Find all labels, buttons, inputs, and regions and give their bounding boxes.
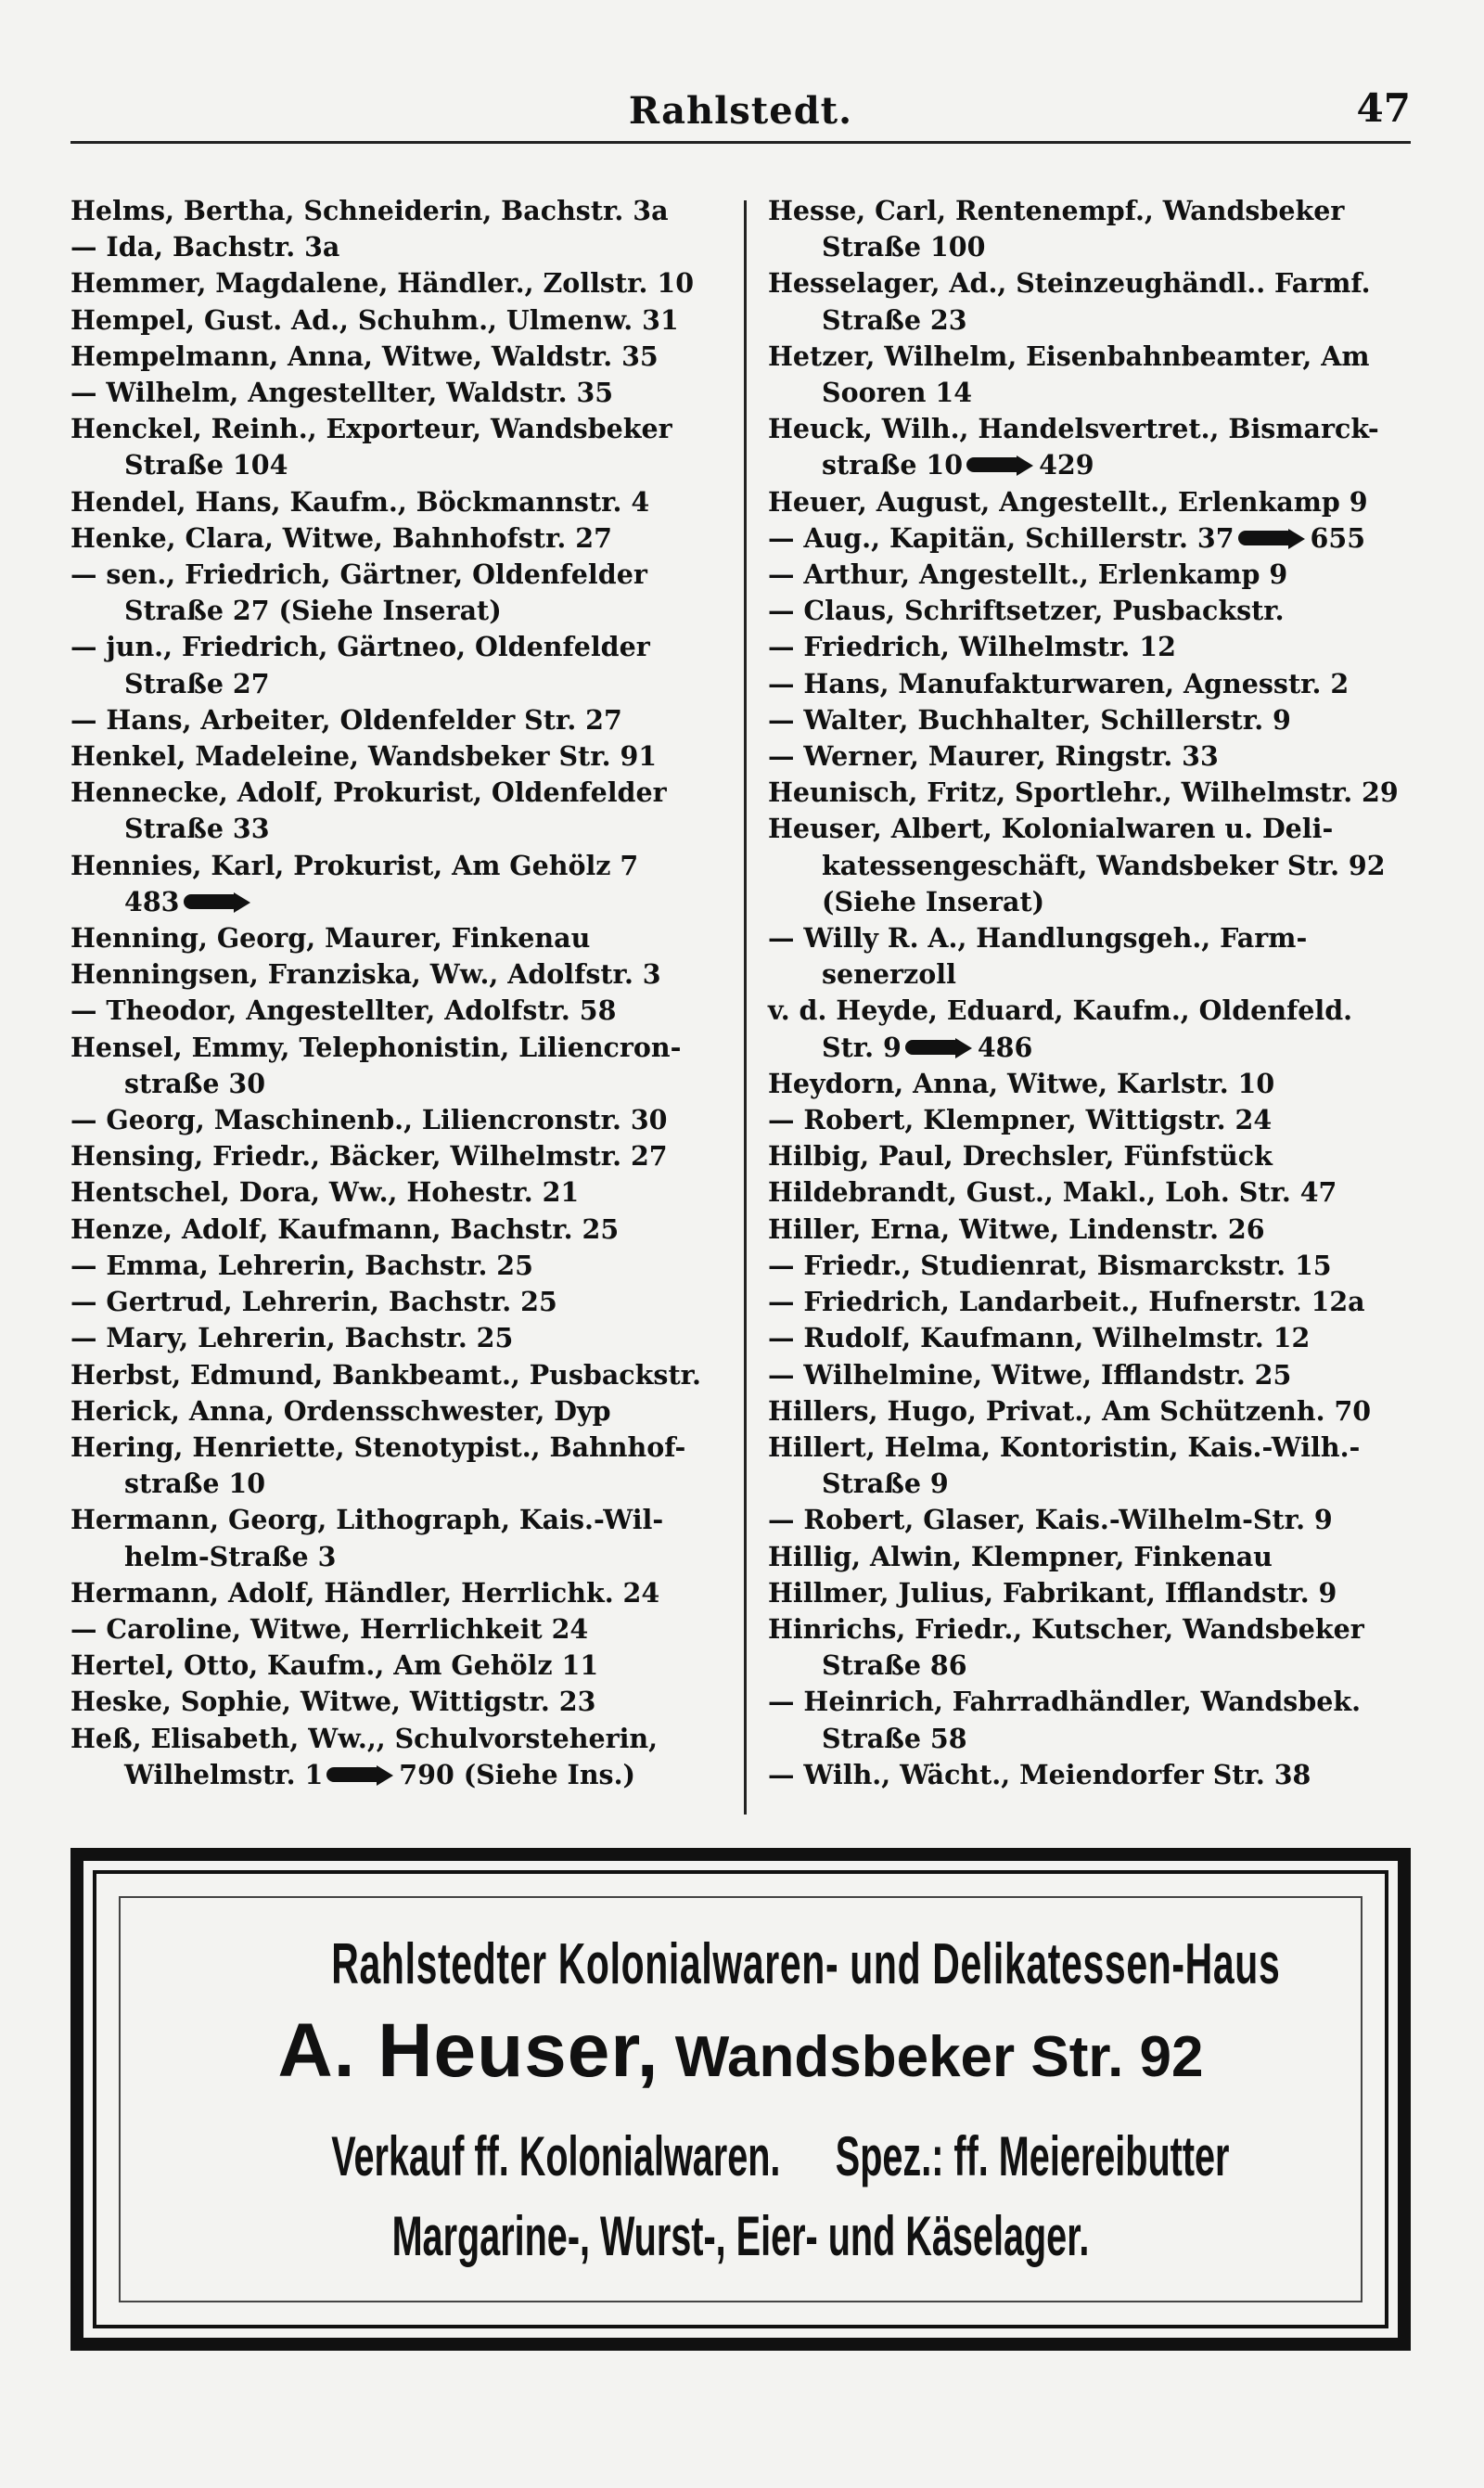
directory-entry [768, 593, 1417, 629]
left-column [70, 193, 720, 1793]
entry-text: — Hans, Manufakturwaren, Agnesstr. 2 [768, 667, 1350, 699]
directory-entry [70, 920, 720, 956]
directory-entry [768, 1102, 1417, 1138]
directory-entry [70, 993, 720, 1029]
entry-text: — Arthur, Angestellt., Erlenkamp 9 [768, 558, 1288, 591]
directory-entry [768, 775, 1417, 811]
telephone-icon [966, 455, 1033, 476]
directory-entry [70, 1284, 720, 1320]
entry-text: Hentschel, Dora, Ww., Hohestr. 21 [70, 1176, 580, 1209]
entry-text: v. d. Heyde, Eduard, Kaufm., Oldenfeld. [768, 994, 1353, 1027]
entry-text: Hillert, Helma, Kontoristin, Kais.-Wilh.- [768, 1430, 1361, 1463]
directory-entry [768, 993, 1417, 1065]
ad-company-name: A. Heuser, [277, 2008, 659, 2093]
entry-text: Helms, Bertha, Schneiderin, Bachstr. 3a [70, 195, 669, 226]
entry-text: — Wilhelm, Angestellter, Waldstr. 35 [70, 377, 614, 409]
entry-text: — Georg, Maschinenb., Liliencronstr. 30 [70, 1104, 668, 1136]
directory-entry [70, 1611, 720, 1648]
entry-text: — Robert, Klempner, Wittigstr. 24 [768, 1104, 1273, 1136]
advertisement-inner [119, 1896, 1362, 2302]
advertisement-box [70, 1848, 1411, 2351]
entry-text: straße 30 [124, 1067, 266, 1099]
directory-entry [768, 339, 1417, 411]
directory-entry [70, 775, 720, 847]
entry-text: — Mary, Lehrerin, Bachstr. 25 [70, 1322, 514, 1354]
directory-entry [768, 811, 1417, 920]
entry-text: Heuck, Wilh., Handelsvertret., Bismarck- [768, 413, 1379, 445]
entry-text: Heuser, Albert, Kolonialwaren u. Deli- [768, 813, 1334, 845]
directory-entry [70, 1320, 720, 1356]
directory-entry [70, 702, 720, 738]
page-title: Rahlstedt. [628, 89, 853, 133]
directory-entry [768, 702, 1417, 738]
directory-entry [70, 484, 720, 520]
entry-text: — Emma, Lehrerin, Bachstr. 25 [70, 1249, 533, 1281]
right-column [768, 193, 1417, 1793]
entry-text: — Wilh., Wächt., Meiendorfer Str. 38 [768, 1758, 1311, 1790]
ad-offer-line [331, 2124, 1230, 2188]
telephone-icon [905, 1038, 972, 1058]
entry-text: Hempel, Gust. Ad., Schuhm., Ulmenw. 31 [70, 303, 679, 336]
directory-entry [70, 193, 720, 229]
directory-entry [70, 1030, 720, 1102]
entry-text: Hesse, Carl, Rentenempf., Wandsbeker [768, 195, 1345, 226]
directory-entry [70, 1212, 720, 1248]
entry-text: — Robert, Glaser, Kais.-Wilhelm-Str. 9 [768, 1504, 1333, 1536]
entry-text: — Friedrich, Landarbeit., Hufnerstr. 12a [768, 1286, 1365, 1318]
entry-text: Henkel, Madeleine, Wandsbeker Str. 91 [70, 740, 658, 773]
telephone-icon [184, 892, 250, 913]
directory-entry [70, 738, 720, 775]
entry-text: helm-Straße 3 [124, 1540, 337, 1572]
entry-text: Hillers, Hugo, Privat., Am Schützenh. 70 [768, 1394, 1372, 1427]
entry-text: Hennecke, Adolf, Prokurist, Oldenfelder [70, 776, 667, 809]
directory-entry [70, 1138, 720, 1174]
directory-entry [70, 339, 720, 375]
directory-entry [768, 1212, 1417, 1248]
directory-entry [768, 1138, 1417, 1174]
directory-entry [768, 1248, 1417, 1284]
ad-headline: Rahlstedter Kolonialwaren- und Delikatessen-Haus [331, 1932, 1281, 1996]
directory-entry [70, 1248, 720, 1284]
entry-text: — Ida, Bachstr. 3a [70, 231, 340, 263]
entry-text: Straße 27 (Siehe Inserat) [124, 595, 502, 627]
entry-text: 486 [977, 1031, 1033, 1063]
entry-text: Hensel, Emmy, Telephonistin, Liliencron- [70, 1031, 682, 1063]
entry-text: Hemmer, Magdalene, Händler., Zollstr. 10 [70, 267, 695, 300]
entry-text: Heunisch, Fritz, Sportlehr., Wilhelmstr. 29 [768, 776, 1399, 809]
entry-text: Henze, Adolf, Kaufmann, Bachstr. 25 [70, 1212, 620, 1245]
directory-entry [70, 1393, 720, 1430]
directory-entry [70, 520, 720, 557]
entry-text: Hensing, Friedr., Bäcker, Wilhelmstr. 27 [70, 1140, 668, 1173]
directory-entry [768, 1575, 1417, 1611]
entry-text: Henckel, Reinh., Exporteur, Wandsbeker [70, 413, 672, 445]
entry-text: senerzoll [822, 958, 956, 991]
entry-text: — sen., Friedrich, Gärtner, Oldenfelder [70, 558, 647, 591]
entry-text: Hendel, Hans, Kaufm., Böckmannstr. 4 [70, 485, 650, 518]
directory-entry [70, 848, 720, 920]
entry-text: Hillig, Alwin, Klempner, Finkenau [768, 1540, 1273, 1572]
directory-entry [768, 1066, 1417, 1102]
entry-text: Hertel, Otto, Kaufm., Am Gehölz 11 [70, 1649, 599, 1682]
entry-text: Hempelmann, Anna, Witwe, Waldstr. 35 [70, 340, 659, 372]
entry-text: Hilbig, Paul, Drechsler, Fünfstück [768, 1140, 1273, 1173]
directory-entry [768, 1757, 1417, 1793]
directory-entry [70, 629, 720, 701]
directory-entry [768, 1174, 1417, 1211]
column-divider [744, 200, 747, 1815]
entry-text: Hermann, Georg, Lithograph, Kais.-Wil- [70, 1504, 664, 1536]
directory-entry [768, 520, 1417, 557]
entry-text: Straße 9 [822, 1468, 949, 1500]
entry-text: 429 [1039, 449, 1094, 481]
directory-entry [70, 557, 720, 629]
directory-entry [70, 411, 720, 483]
ad-offer-right: Spez.: ff. Meiereibutter [835, 2125, 1230, 2187]
telephone-icon [326, 1765, 393, 1786]
directory-entry [768, 1430, 1417, 1502]
entry-text: Heske, Sophie, Witwe, Wittigstr. 23 [70, 1686, 596, 1718]
directory-entry [768, 629, 1417, 665]
directory-entry [768, 1502, 1417, 1538]
directory-entry [768, 411, 1417, 483]
directory-entry [768, 1393, 1417, 1430]
entry-text: katessengeschäft, Wandsbeker Str. 92 [822, 849, 1386, 881]
entry-text: Heydorn, Anna, Witwe, Karlstr. 10 [768, 1067, 1275, 1099]
entry-text: — Gertrud, Lehrerin, Bachstr. 25 [70, 1286, 557, 1318]
entry-text: Hennies, Karl, Prokurist, Am Gehölz 7 [70, 849, 639, 881]
entry-text: — Walter, Buchhalter, Schillerstr. 9 [768, 703, 1291, 736]
directory-entry [70, 265, 720, 301]
entry-text: Sooren 14 [822, 377, 973, 409]
entry-text: — Friedr., Studienrat, Bismarckstr. 15 [768, 1249, 1332, 1281]
entry-text: Hildebrandt, Gust., Makl., Loh. Str. 47 [768, 1176, 1337, 1209]
entry-text: Hering, Henriette, Stenotypist., Bahnhof- [70, 1430, 686, 1463]
directory-entry [70, 1502, 720, 1574]
entry-text: Hermann, Adolf, Händler, Herrlichk. 24 [70, 1576, 660, 1609]
entry-text: Straße 33 [124, 813, 270, 845]
entry-text: straße 10 [822, 449, 964, 481]
entry-text: Heuer, August, Angestellt., Erlenkamp 9 [768, 485, 1368, 518]
entry-text: — jun., Friedrich, Gärtneo, Oldenfelder [70, 631, 650, 663]
directory-entry [768, 738, 1417, 775]
entry-text: — Theodor, Angestellter, Adolfstr. 58 [70, 994, 617, 1027]
entry-text: Herbst, Edmund, Bankbeamt., Pusbackstr. [70, 1358, 701, 1391]
directory-entry [768, 1320, 1417, 1356]
directory-entry [768, 1284, 1417, 1320]
directory-entry [768, 1357, 1417, 1393]
directory-columns [70, 193, 1411, 1818]
entry-text: Straße 100 [822, 231, 986, 263]
directory-entry [768, 1539, 1417, 1575]
directory-entry [70, 375, 720, 411]
entry-text: (Siehe Inserat) [822, 885, 1045, 917]
entry-text: 483 [124, 885, 180, 917]
directory-entry [768, 1684, 1417, 1756]
entry-text: Straße 23 [822, 303, 967, 336]
telephone-icon [1238, 529, 1305, 549]
directory-entry [70, 1575, 720, 1611]
entry-text: Hiller, Erna, Witwe, Lindenstr. 26 [768, 1212, 1265, 1245]
directory-entry [70, 1174, 720, 1211]
directory-entry [70, 1102, 720, 1138]
directory-entry [768, 484, 1417, 520]
entry-text: Henke, Clara, Witwe, Bahnhofstr. 27 [70, 521, 612, 554]
directory-entry [70, 1721, 720, 1793]
entry-text: straße 10 [124, 1468, 266, 1500]
entry-text: Hillmer, Julius, Fabrikant, Ifflandstr. 9 [768, 1576, 1337, 1609]
directory-entry [70, 956, 720, 993]
entry-text: Straße 86 [822, 1649, 967, 1682]
directory-entry [70, 1684, 720, 1720]
entry-text: Straße 58 [822, 1722, 967, 1754]
entry-text: — Claus, Schriftsetzer, Pusbackstr. [768, 595, 1285, 627]
directory-entry [70, 1357, 720, 1393]
entry-text: — Caroline, Witwe, Herrlichkeit 24 [70, 1612, 589, 1645]
entry-text: Henningsen, Franziska, Ww., Adolfstr. 3 [70, 958, 661, 991]
directory-entry [768, 557, 1417, 593]
directory-entry [70, 1648, 720, 1684]
directory-entry [768, 265, 1417, 338]
entry-text: Hesselager, Ad., Steinzeughändl.. Farmf. [768, 267, 1371, 300]
entry-text: Herick, Anna, Ordensschwester, Dyp [70, 1394, 611, 1427]
page-header [70, 85, 1411, 144]
directory-entry [70, 1430, 720, 1502]
entry-text: — Hans, Arbeiter, Oldenfelder Str. 27 [70, 703, 622, 736]
ad-goods-line: Margarine-, Wurst-, Eier- und Käselager. [391, 2205, 1090, 2267]
directory-entry [70, 229, 720, 265]
entry-text: — Rudolf, Kaufmann, Wilhelmstr. 12 [768, 1322, 1311, 1354]
directory-entry [768, 920, 1417, 993]
entry-text: Wilhelmstr. 1 [124, 1758, 324, 1790]
ad-company-line [121, 2007, 1361, 2095]
entry-text: Str. 9 [822, 1031, 902, 1063]
ad-address: Wandsbeker Str. 92 [659, 2025, 1204, 2089]
entry-text: — Heinrich, Fahrradhändler, Wandsbek. [768, 1686, 1362, 1718]
entry-text: — Aug., Kapitän, Schillerstr. 37 [768, 521, 1235, 554]
directory-entry [70, 302, 720, 339]
entry-text: Henning, Georg, Maurer, Finkenau [70, 922, 591, 955]
entry-text: Heß, Elisabeth, Ww.,, Schulvorsteherin, [70, 1722, 659, 1754]
entry-text: — Willy R. A., Handlungsgeh., Farm- [768, 922, 1308, 955]
ad-offer-left: Verkauf ff. Kolonialwaren. [331, 2125, 781, 2187]
directory-entry [768, 666, 1417, 702]
entry-text: Straße 104 [124, 449, 288, 481]
entry-text: — Friedrich, Wilhelmstr. 12 [768, 631, 1176, 663]
entry-text: Hinrichs, Friedr., Kutscher, Wandsbeker [768, 1612, 1364, 1645]
page-number: 47 [1356, 85, 1411, 131]
directory-entry [768, 1611, 1417, 1684]
entry-text: 790 (Siehe Ins.) [399, 1758, 635, 1790]
entry-text: — Werner, Maurer, Ringstr. 33 [768, 740, 1219, 773]
entry-text: Straße 27 [124, 667, 270, 699]
entry-text: — Wilhelmine, Witwe, Ifflandstr. 25 [768, 1358, 1292, 1391]
entry-text: 655 [1310, 521, 1366, 554]
directory-entry [768, 193, 1417, 265]
entry-text: Hetzer, Wilhelm, Eisenbahnbeamter, Am [768, 340, 1370, 372]
